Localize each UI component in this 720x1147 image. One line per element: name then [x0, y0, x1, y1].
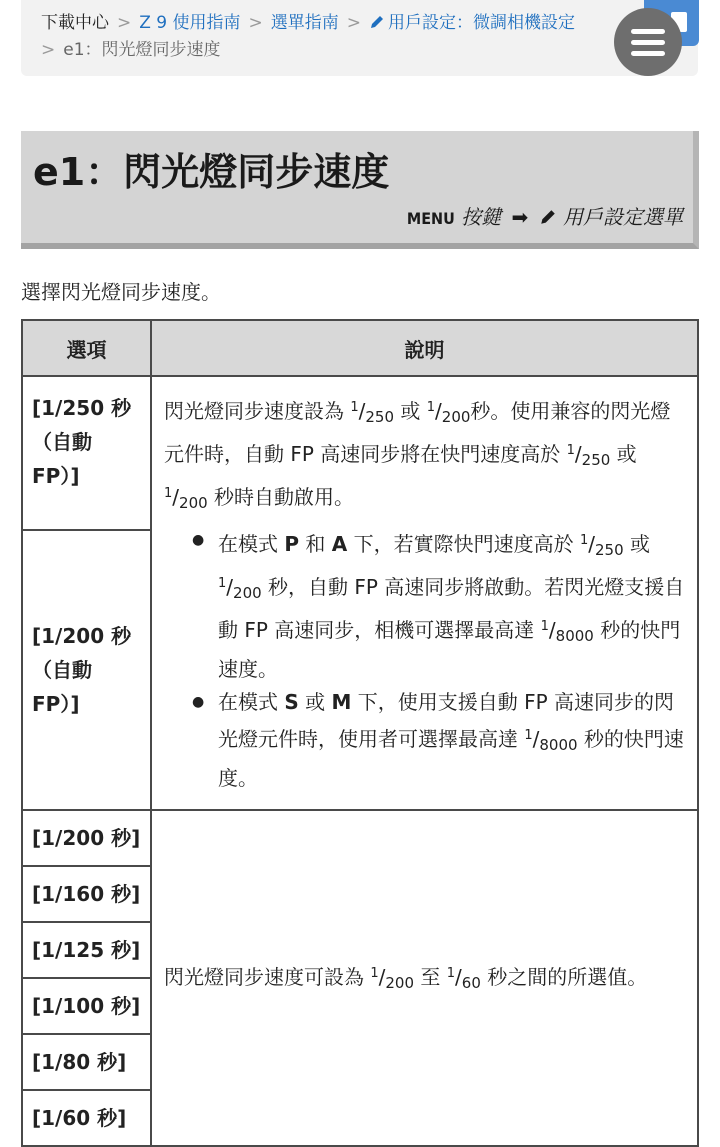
- breadcrumb-separator: >: [117, 13, 132, 33]
- breadcrumb: [21, 0, 698, 76]
- table-row: [22, 810, 698, 866]
- pencil-icon: [369, 14, 385, 30]
- page-title: e1：閃光燈同步速度: [33, 150, 390, 194]
- table-row: [22, 376, 698, 530]
- list-item: ● 在模式 P 和 A 下，若實際快門速度高於 $^1/_{250}$ 或 $^1/_{200}$ 秒，自動 FP 高速同步將啟動。若閃光燈支援自動 FP 高速同步，相機可選擇最高達 $^1/_{8000}$ 秒的快門速度。: [164, 524, 685, 686]
- column-header-description: 說明: [151, 320, 698, 376]
- fraction: $^1/_{60}$: [446, 964, 481, 992]
- desc-text: 閃光燈同步速度設為: [164, 399, 344, 423]
- page-header: [21, 131, 699, 249]
- option-cell: [1/80 秒]: [22, 1034, 151, 1090]
- column-header-option: 選項: [22, 320, 151, 376]
- description-cell: [151, 810, 698, 1146]
- table-header-row: [22, 320, 698, 376]
- breadcrumb-guide-link[interactable]: Z 9 使用指南: [139, 13, 241, 33]
- fraction: $^1/_{250}$: [566, 442, 611, 469]
- list-item: ● 在模式 S 或 M 下，使用支援自動 FP 高速同步的閃光燈元件時，使用者可選擇最高達 $^1/_{8000}$ 秒的快門速度。: [164, 686, 685, 795]
- menu-key-word: 按鍵: [461, 205, 502, 229]
- desc-text: 至: [420, 964, 441, 989]
- fraction: $^1/_{200}$: [164, 485, 208, 512]
- desc-text: 或: [616, 442, 637, 466]
- option-cell: [1/200 秒（自動 FP）]: [22, 530, 151, 810]
- fraction: $^1/_{200}$: [426, 399, 471, 426]
- option-cell: [1/200 秒]: [22, 810, 151, 866]
- hamburger-icon: [631, 40, 665, 45]
- bullet-list: [164, 524, 685, 795]
- desc-text: 秒之間的所選值。: [487, 964, 648, 989]
- arrow-right-icon: ➡: [511, 205, 529, 229]
- hamburger-icon: [631, 51, 665, 56]
- desc-text: 秒。使用兼容的閃光燈元件時，自動 FP 高速同步將在快門速度高於: [164, 399, 671, 466]
- breadcrumb-menu-guide-link[interactable]: 選單指南: [270, 13, 339, 33]
- desc-text: 秒時自動啟用。: [214, 485, 355, 509]
- desc-text: 或: [400, 399, 421, 423]
- options-table: [21, 319, 699, 1147]
- breadcrumb-current: e1：閃光燈同步速度: [63, 40, 221, 60]
- pencil-icon: [539, 208, 557, 226]
- option-cell: [1/160 秒]: [22, 866, 151, 922]
- menu-target: 用戶設定選單: [563, 205, 683, 229]
- fraction: $^1/_{200}$: [370, 964, 415, 992]
- breadcrumb-custom-settings-link[interactable]: [369, 13, 575, 33]
- breadcrumb-home-link[interactable]: 下載中心: [41, 13, 109, 33]
- intro-text: 選擇閃光燈同步速度。: [21, 280, 221, 304]
- hamburger-icon: [631, 29, 665, 34]
- option-cell: [1/100 秒]: [22, 978, 151, 1034]
- desc-text: 閃光燈同步速度可設為: [164, 964, 364, 989]
- breadcrumb-separator: >: [346, 13, 362, 33]
- option-cell: [1/60 秒]: [22, 1090, 151, 1146]
- breadcrumb-separator: >: [248, 13, 263, 33]
- option-cell: [1/125 秒]: [22, 922, 151, 978]
- breadcrumb-separator: >: [41, 40, 56, 60]
- hamburger-menu-button[interactable]: [614, 8, 682, 76]
- fraction: $^1/_{250}$: [350, 399, 395, 426]
- menu-key-label: MENU: [406, 209, 455, 228]
- description-cell: [151, 376, 698, 810]
- option-cell: [1/250 秒（自動 FP）]: [22, 376, 151, 530]
- menu-path: [407, 201, 683, 230]
- breadcrumb-custom-settings-label: 用戶設定：微調相機設定: [388, 13, 576, 33]
